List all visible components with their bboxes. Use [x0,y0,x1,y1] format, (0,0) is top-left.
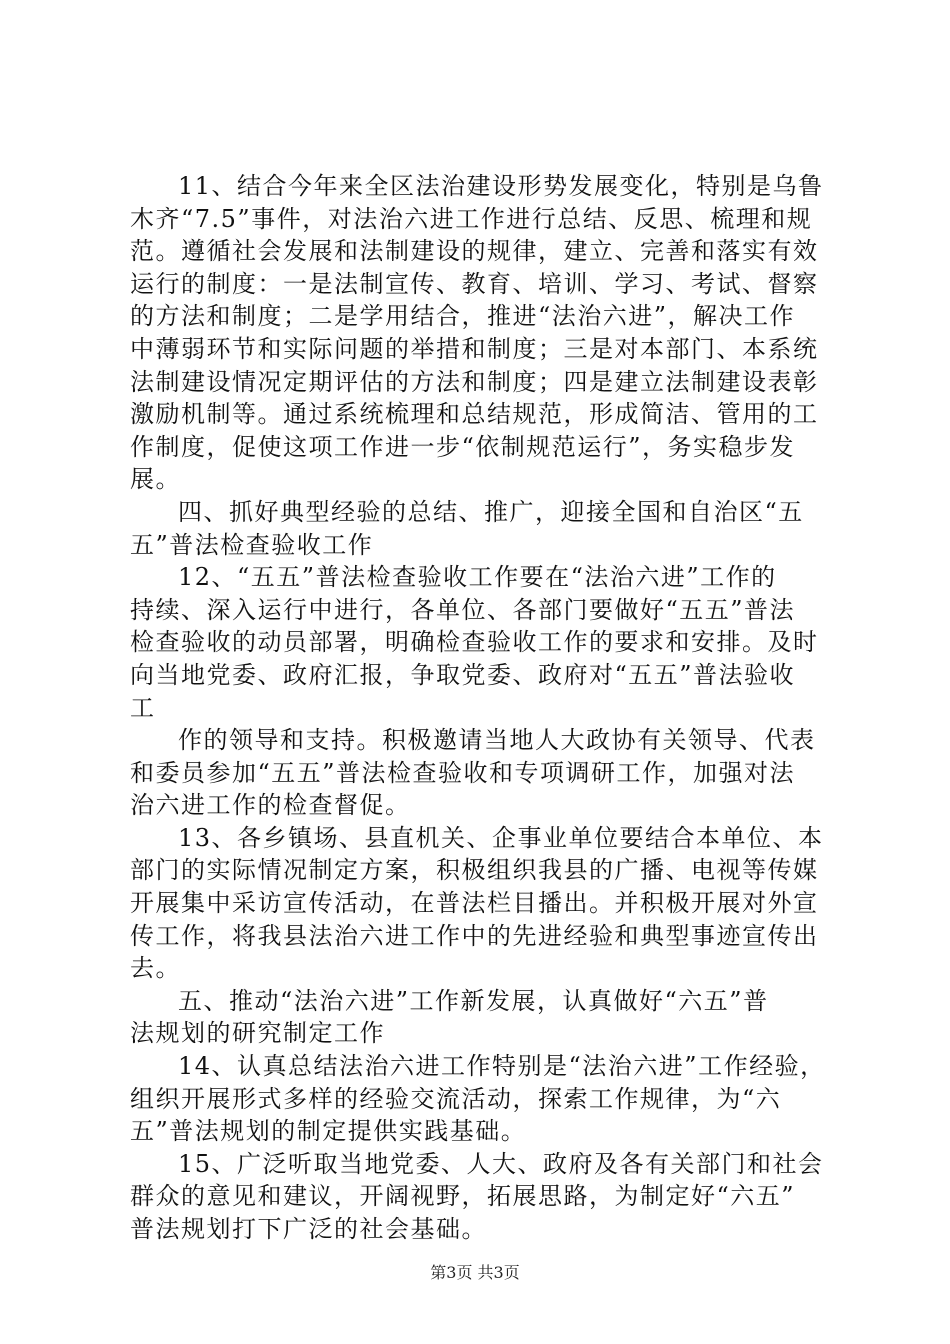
text-line: 工 [130,693,156,722]
text-line: 激励机制等。通过系统梳理和总结规范，形成简洁、管用的工 [130,400,819,429]
text-line: 普法规划打下广泛的社会基础。 [130,1215,487,1243]
text-line: 展。 [130,465,181,494]
text-line: 开展集中采访宣传活动，在普法栏目播出。并积极开展对外宣 [130,889,819,918]
page-footer: 第3页 共3页 [430,1263,520,1282]
text-line: 中薄弱环节和实际问题的举措和制度；三是对本部门、本系统 [130,334,819,363]
text-line: 去。 [130,954,181,983]
text-line: 治六进工作的检查督促。 [130,791,411,820]
text-line: 持续、深入运行中进行，各单位、各部门要做好“五五”普法 [130,595,796,624]
text-line: 的方法和制度；二是学用结合，推进“法治六进”，解决工作 [130,302,796,331]
document-body [130,170,830,1246]
text-line: 检查验收的动员部署，明确检查验收工作的要求和安排。及时 [130,628,819,657]
text-line: 部门的实际情况制定方案，积极组织我县的广播、电视等传媒 [130,856,819,885]
text-line: 向当地党委、政府汇报，争取党委、政府对“五五”普法验收 [130,660,796,689]
text-line: 法规划的研究制定工作 [130,1019,385,1048]
text-line: 运行的制度：一是法制宣传、教育、培训、学习、考试、督察 [130,269,819,298]
text-line: 群众的意见和建议，开阔视野，拓展思路，为制定好“六五” [130,1182,796,1211]
text-line: 作的领导和支持。积极邀请当地人大政协有关领导、代表 [178,726,816,755]
text-line: 15、广泛听取当地党委、人大、政府及各有关部门和社会 [178,1149,824,1178]
text-line: 五”普法检查验收工作 [130,530,374,559]
text-line: 五、推动“法治六进”工作新发展，认真做好“六五”普 [178,986,769,1015]
text-line: 13、各乡镇场、县直机关、企事业单位要结合本单位、本 [178,823,824,852]
text-line: 和委员参加“五五”普法检查验收和专项调研工作，加强对法 [130,758,796,787]
text-line: 传工作，将我县法治六进工作中的先进经验和典型事迹宣传出 [130,921,819,950]
text-line: 四、抓好典型经验的总结、推广，迎接全国和自治区“五 [178,497,804,526]
text-line: 木齐“7.5”事件，对法治六进工作进行总结、反思、梳理和规 [130,204,813,233]
text-line: 法制建设情况定期评估的方法和制度；四是建立法制建设表彰 [130,367,819,396]
text-line: 11、结合今年来全区法治建设形势发展变化，特别是乌鲁 [178,172,824,200]
text-line: 五”普法规划的制定提供实践基础。 [130,1117,527,1146]
text-line: 范。遵循社会发展和法制建设的规律，建立、完善和落实有效 [130,237,819,266]
text-line: 14、认真总结法治六进工作特别是“法治六进”工作经验， [178,1052,826,1081]
text-line: 组织开展形式多样的经验交流活动，探索工作规律，为“六 [130,1084,782,1113]
text-line: 12、“五五”普法检查验收工作要在“法治六进”工作的 [178,563,777,592]
text-line: 作制度，促使这项工作进一步“依制规范运行”，务实稳步发 [130,432,796,461]
